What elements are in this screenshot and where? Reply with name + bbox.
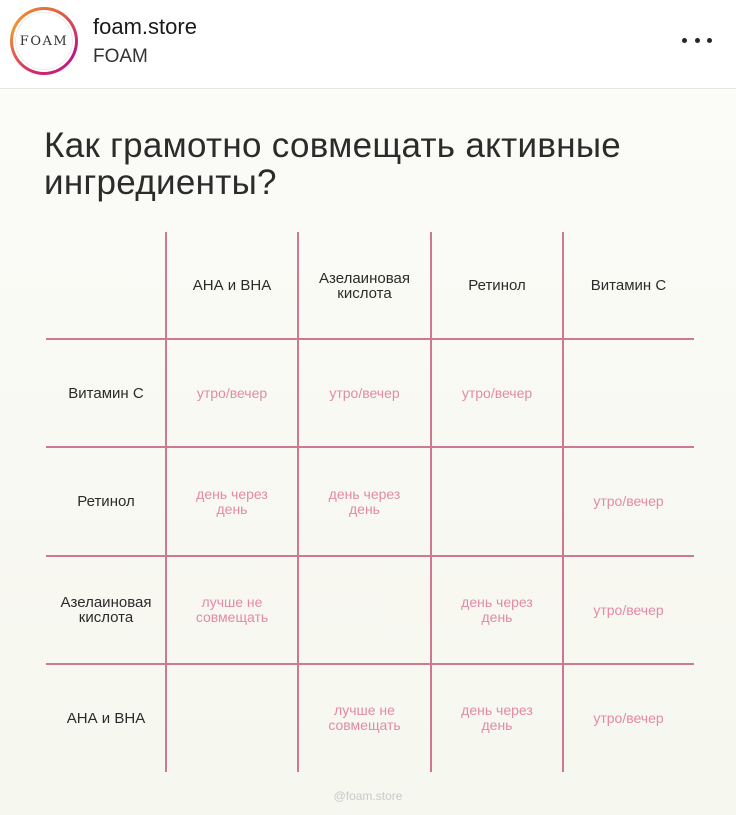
table-cell: утро/вечер [461,384,533,401]
row-header: Витамин С [68,384,144,402]
table-cell [431,447,563,556]
more-options-icon[interactable] [682,33,712,47]
column-header: Ретинол [468,277,526,294]
table-cell: утро/вечер [329,384,400,401]
table-cell: утро/вечер [593,601,664,618]
post-image [0,89,736,815]
table-cell: день через день [196,485,268,517]
column-header: Азелаиновая кислота [319,269,410,302]
column-header: АНА и ВНА [192,277,272,294]
table-cell: утро/вечер [593,493,664,509]
row-header: АНА и ВНА [66,709,146,727]
table-cell [563,339,694,447]
watermark: @foam.store [333,789,403,803]
table-cell: день через день [328,485,401,517]
table-cell: лучше не совмещать [328,702,401,733]
table-cell [166,664,298,772]
table-cell: день через день [461,594,533,625]
avatar-logo: FOAM [15,12,73,70]
column-header: Витамин С [590,277,667,294]
table-cell [298,556,431,664]
account-name[interactable]: foam.store [93,14,197,39]
table-cell: утро/вечер [196,384,268,401]
table-cell: утро/вечер [593,709,664,726]
avatar[interactable] [10,7,78,75]
row-header: Азелаиновая кислота [60,594,152,626]
row-header: Ретинол [77,493,135,510]
post-header [0,0,736,89]
post-title: Как грамотно совмещать активные ингредиенты? [44,126,622,202]
table-cell: лучше не совмещать [195,594,269,625]
account-subtitle: FOAM [93,46,148,67]
table-cell: день через день [461,702,533,733]
